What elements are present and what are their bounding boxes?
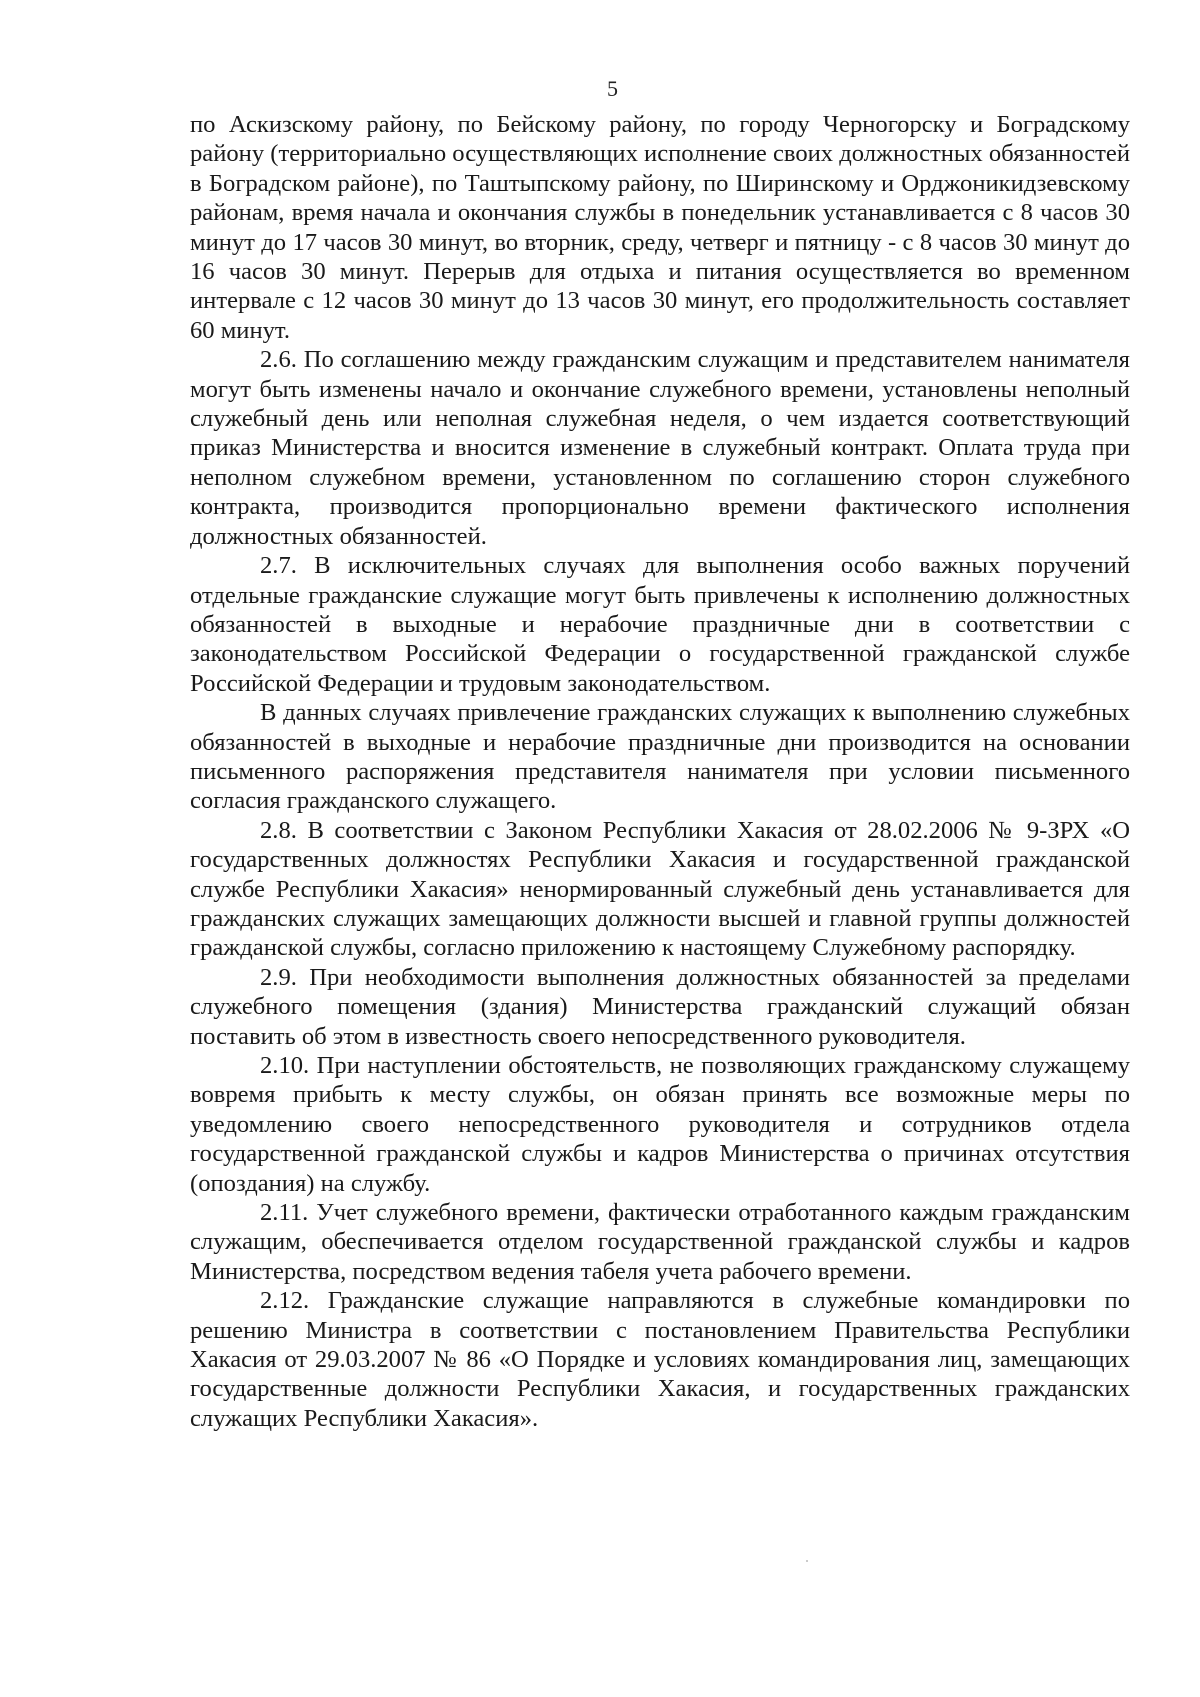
paragraph-2-7-cases: В данных случаях привлечение гражданских служащих к выполнению служебных обязанностей в выходные и нерабочие праздничные дни производится на основании письменного распоряжения представителя нанимателя при условии письменного согласия гражданского служащего.: [190, 699, 1130, 815]
paragraph-continuation: по Аскизскому району, по Бейскому району, по городу Черногорску и Боградскому району (территориально осуществляющих исполнение своих должностных обязанностей в Боградском районе), по Таштыпскому району, по Ширинскому и Орджоникидзевскому районам, время начала и окончания службы в понедельник устанавливается с 8 часов 30 минут до 17 часов 30 минут, во вторник, среду, четверг и пятницу - с 8 часов 30 минут до 16 часов 30 минут. Перерыв для отдыха и питания осуществляется во временном интервале с 12 часов 30 минут до 13 часов 30 минут, его продолжительность составляет 60 минут.: [190, 111, 1130, 344]
page-number: 5: [607, 76, 618, 101]
paragraph-2-7: 2.7. В исключительных случаях для выполнения особо важных поручений отдельные гражданские служащие могут быть привлечены к исполнению должностных обязанностей в выходные и нерабочие праздничные дни в соответствии с законодательством Российской Федерации о государственной гражданской службе Российской Федерации и трудовым законодательством.: [190, 552, 1130, 697]
document-body: [190, 110, 1130, 1433]
paragraph-2-12: 2.12. Гражданские служащие направляются в служебные командировки по решению Министра в соответствии с постановлением Правительства Республики Хакасия от 29.03.2007 № 86 «О Порядке и условиях командирования лиц, замещающих государственные должности Республики Хакасия, и государственных гражданских служащих Республики Хакасия».: [190, 1287, 1130, 1432]
paragraph-2-8: 2.8. В соответствии с Законом Республики Хакасия от 28.02.2006 № 9-ЗРХ «О государственных должностях Республики Хакасия и государственной гражданской службе Республики Хакасия» ненормированный служебный день устанавливается для гражданских служащих замещающих должности высшей и главной группы должностей гражданской службы, согласно приложению к настоящему Служебному распорядку.: [190, 816, 1130, 962]
paragraph-2-9: 2.9. При необходимости выполнения должностных обязанностей за пределами служебного помещения (здания) Министерства гражданский служащий обязан поставить об этом в известность своего непосредственного руководителя.: [190, 963, 1130, 1050]
paragraph-2-6: 2.6. По соглашению между гражданским служащим и представителем нанимателя могут быть изменены начало и окончание служебного времени, установлены неполный служебный день или неполная служебная неделя, о чем издается соответствующий приказ Министерства и вносится изменение в служебный контракт. Оплата труда при неполном служебном времени, установленном по соглашению сторон служебного контракта, производится пропорционально времени фактического исполнения должностных обязанностей.: [190, 346, 1130, 550]
paragraph-2-11: 2.11. Учет служебного времени, фактически отработанного каждым гражданским служащим, обеспечивается отделом государственной гражданской службы и кадров Министерства, посредством ведения табеля учета рабочего времени.: [190, 1199, 1130, 1285]
scan-speck: [806, 1560, 808, 1562]
paragraph-2-10: 2.10. При наступлении обстоятельств, не позволяющих гражданскому служащему вовремя прибыть к месту службы, он обязан принять все возможные меры по уведомлению своего непосредственного руководителя и сотрудников отдела государственной гражданской службы и кадров Министерства о причинах отсутствия (опоздания) на службу.: [190, 1052, 1130, 1197]
